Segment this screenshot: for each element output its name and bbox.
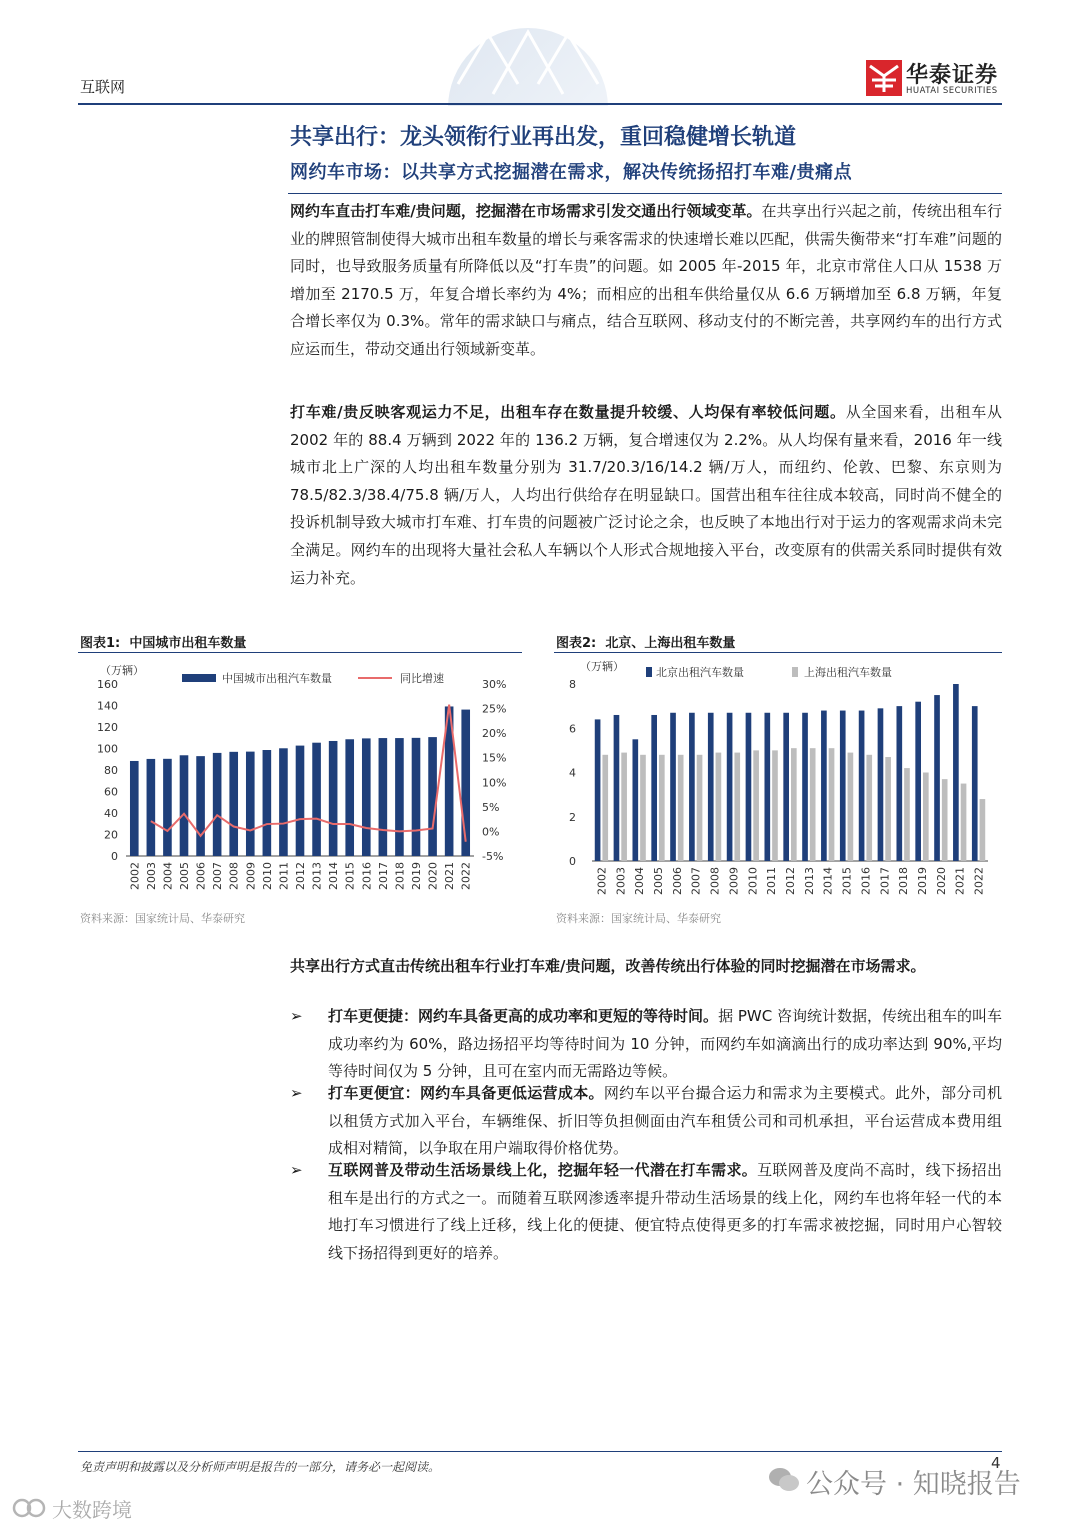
chart2-bar-beijing — [746, 713, 752, 861]
chart1-unit: （万辆） — [100, 664, 144, 677]
chart2-xtick: 2007 — [689, 867, 703, 895]
chart2-unit: （万辆） — [580, 660, 624, 673]
chart2-bar-shanghai — [716, 753, 722, 861]
logo-english-text: HUATAI SECURITIES — [906, 86, 998, 96]
chart2-xtick: 2012 — [784, 867, 797, 895]
footer-divider — [78, 1451, 1002, 1452]
chart1-xtick: 2005 — [178, 862, 191, 890]
chart2-bar-beijing — [878, 708, 884, 861]
chart2-bar-shanghai — [640, 755, 646, 861]
huatai-logo — [866, 58, 1006, 102]
chart1-divider — [78, 652, 522, 653]
chart2-xtick: 2006 — [670, 867, 684, 895]
bullet-online — [290, 1157, 1002, 1267]
chart2-xtick: 2008 — [708, 867, 722, 895]
chart1-bar — [147, 759, 156, 856]
chart2-bar-beijing — [764, 713, 770, 861]
chart2-bar-beijing — [632, 739, 638, 861]
chart2-bar-shanghai — [659, 755, 665, 861]
wechat-icon — [768, 1466, 800, 1494]
chart2-xtick: 2018 — [897, 867, 911, 895]
chart1-xtick: 2007 — [211, 862, 225, 890]
chart1-ytick-right: 15% — [482, 751, 507, 765]
chart1-xtick: 2019 — [410, 862, 423, 890]
chart2-bar-beijing — [934, 695, 940, 861]
chart2-bar-shanghai — [621, 753, 627, 861]
chart2-bar-shanghai — [848, 753, 854, 861]
chart2-bar-beijing — [727, 713, 733, 861]
chart2-bar-beijing — [840, 711, 846, 861]
paragraph-lead: 共享出行方式直击传统出租车行业打车难/贵问题，改善传统出行体验的同时挖掘潜在市场需求。 — [290, 957, 926, 975]
chart1-xtick: 2004 — [161, 862, 175, 890]
chart2-xtick: 2005 — [652, 867, 665, 895]
chart2-bar-beijing — [670, 713, 676, 861]
chart2-xtick: 2004 — [633, 867, 647, 895]
paragraph-lead: 网约车直击打车难/贵问题，挖掘潜在市场需求引发交通出行领域变革。 — [290, 202, 762, 220]
chart1-ytick-right: -5% — [482, 850, 504, 863]
chart1-bar — [196, 756, 205, 856]
chart1-ytick-right: 5% — [482, 800, 500, 814]
bullet-body: 据 PWC 咨询统计数据，传统出租车的叫车成功率约为 60%，路边扬招平均等待时间为 10 分钟，而网约车如滴滴出行的成功率达到 90%,平均等待时间仅为 5 分钟，且可在室内而无需路边等候。 — [328, 1007, 1002, 1081]
paragraph-body: 从全国来看，出租车从 2002 年的 88.4 万辆到 2022 年的 136.2 万辆，复合增速仅为 2.2%。从人均保有量来看，2016 年一线城市北上广深的人均出租车数量分别为 31.7/20.3/16/14.2 辆/万人，而纽约、伦敦、巴黎、东京则为 78.5/82.3/38.4/75.8 辆/万人，人均出行供给存在明显缺口。国营出租车往往成本较高，同时尚不健全的投诉机制导致大城市打车难、打车贵的问题被广泛讨论之余，也反映了本地出行对于运力的客观需求尚未完全满足。网约车的出现将大量社会私人车辆以个人形式合规地接入平台，改变原有的供需关系同时提供有效运力补充。 — [290, 403, 1002, 587]
chart2-bar-shanghai — [734, 753, 740, 861]
chart2-ytick: 2 — [569, 810, 576, 824]
chart1-bar — [180, 755, 189, 856]
chart2-bar-beijing — [821, 711, 827, 861]
chart2-xtick: 2003 — [614, 867, 628, 895]
title-divider — [288, 193, 1002, 194]
chart1-ytick-left: 80 — [104, 764, 118, 777]
chart1-xtick: 2003 — [144, 862, 158, 890]
chart1-bar — [163, 759, 172, 856]
chart2-legend-swatch-beijing — [646, 667, 652, 677]
chart2-xtick: 2002 — [595, 867, 609, 895]
chart2-title — [556, 632, 735, 651]
chart1-bar — [379, 738, 388, 856]
chart2-bar-beijing — [689, 713, 695, 861]
chart1-xtick: 2011 — [277, 862, 291, 890]
chart1-bar — [329, 741, 338, 856]
chart1-bar — [362, 738, 371, 856]
chart2-xtick: 2011 — [765, 867, 779, 895]
chart1-xtick: 2017 — [376, 862, 390, 890]
chart2-label: 图表2: — [556, 636, 597, 651]
chart1-xtick: 2010 — [260, 862, 274, 890]
chart2-legend-beijing: 北京出租汽车数量 — [656, 666, 744, 679]
chart2-bar-shanghai — [885, 757, 891, 861]
chart2-xtick: 2010 — [746, 867, 760, 895]
chart2-bar-beijing — [802, 713, 808, 861]
chart1-taxi-count — [78, 656, 524, 904]
bullet-body: 互联网普及度尚不高时，线下扬招出租车是出行的方式之一。而随着互联网渗透率提升带动生活场景的线上化，网约车也将年轻一代的本地打车习惯进行了线上迁移，线上化的便捷、便宜特点使得更多的打车需求被挖掘，同时用户心智较线下扬招得到更好的培养。 — [328, 1161, 1002, 1262]
chart2-ytick: 4 — [569, 766, 576, 780]
paragraph-ride-hailing-demand — [290, 198, 1002, 364]
watermark-right: 公众号 · 知晓报告 — [806, 1469, 1021, 1500]
chart1-bar — [130, 761, 139, 856]
chart1-xtick: 2006 — [194, 862, 208, 890]
disclaimer: 免责声明和披露以及分析师声明是报告的一部分，请务必一起阅读。 — [80, 1460, 441, 1474]
chart2-bar-shanghai — [904, 768, 910, 861]
chart2-bar-beijing — [953, 684, 959, 861]
chart1-bar — [345, 739, 354, 856]
chart1-xtick: 2008 — [227, 862, 241, 890]
chart1-xtick: 2018 — [393, 862, 407, 890]
chart1-legend-swatch-bar — [182, 674, 216, 682]
bullet-cheaper — [290, 1080, 1002, 1163]
chart2-bar-beijing — [783, 713, 789, 861]
chart1-bar — [296, 746, 305, 856]
chart1-ytick-right: 20% — [482, 727, 507, 741]
chart1-bar — [213, 753, 222, 856]
chart2-bar-shanghai — [602, 755, 608, 861]
chart1-xtick: 2016 — [360, 862, 374, 890]
chart1-xtick: 2012 — [294, 862, 307, 890]
chart2-bar-beijing — [972, 706, 978, 861]
chart2-bar-shanghai — [829, 748, 835, 861]
chart1-xtick: 2009 — [244, 862, 258, 890]
watermark-logo-icon — [12, 1496, 48, 1520]
chart2-bar-shanghai — [791, 748, 797, 861]
bullet-arrow-icon: ➢ — [290, 1007, 303, 1025]
chart1-ytick-right: 30% — [482, 678, 507, 691]
chart1-xtick: 2020 — [426, 862, 440, 890]
section-label: 互联网 — [80, 78, 126, 96]
chart2-bar-beijing — [651, 715, 657, 861]
chart1-ytick-left: 120 — [97, 721, 118, 734]
bullet-arrow-icon: ➢ — [290, 1084, 303, 1102]
chart1-ytick-left: 20 — [104, 828, 118, 842]
chart1-ytick-right: 0% — [482, 825, 500, 839]
chart2-bar-beijing — [915, 702, 921, 861]
chart2-xtick: 2013 — [802, 867, 816, 895]
chart1-ytick-right: 10% — [482, 776, 507, 790]
chart2-ytick: 8 — [569, 678, 576, 691]
chart2-xtick: 2017 — [878, 867, 892, 895]
chart1-title-text: 中国城市出租车数量 — [129, 636, 247, 651]
bullet-lead: 打车更便宜：网约车具备更低运营成本。 — [328, 1084, 604, 1102]
chart2-xtick: 2021 — [953, 867, 967, 895]
paragraph-lead: 打车难/贵反映客观运力不足，出租车存在数量提升较缓、人均保有率较低问题。 — [290, 403, 846, 421]
chart2-legend-swatch-shanghai — [792, 667, 798, 677]
chart1-bar — [412, 738, 421, 856]
paragraph-body: 在共享出行兴起之前，传统出租车行业的牌照管制使得大城市出租车数量的增长与乘客需求的快速增长难以匹配，供需失衡带来“打车难”问题的同时，也导致服务质量有所降低以及“打车贵”的问题。如 2005 年-2015 年，北京市常住人口从 1538 万增加至 2170.5 万，年复合增长率约为 4%；而相应的出租车供给量仅从 6.6 万辆增加至 6.8 万辆，年复合增长率仅为 0.3%。常年的需求缺口与痛点，结合互联网、移动支付的不断完善，共享网约车的出行方式应运而生，带动交通出行领域新变革。 — [290, 202, 1002, 358]
chart1-legend-line: 同比增速 — [400, 672, 444, 685]
bullet-body: 网约车以平台撮合运力和需求为主要模式。此外，部分司机以租赁方式加入平台，车辆维保、折旧等负担侧面由汽车租赁公司和司机承担，平台运营成本费用组成相对精简，以争取在用户端取得价格优势。 — [328, 1084, 1002, 1158]
chart2-bar-shanghai — [753, 750, 759, 861]
chart1-legend-bar: 中国城市出租汽车数量 — [222, 672, 332, 685]
chart1-bar — [246, 752, 255, 856]
page-number: 4 — [991, 1454, 1001, 1472]
chart2-xtick: 2022 — [972, 867, 986, 895]
chart1-ytick-left: 60 — [104, 785, 118, 799]
paragraph-shared-mobility — [290, 953, 1002, 981]
chart2-xtick: 2014 — [821, 867, 835, 895]
chart2-title-text: 北京、上海出租车数量 — [605, 636, 736, 651]
chart2-bar-shanghai — [923, 773, 929, 862]
huatai-logo-mark — [866, 60, 902, 96]
chart1-bar — [263, 750, 272, 856]
chart1-title — [80, 632, 246, 651]
chart2-bar-shanghai — [961, 784, 967, 861]
chart2-xtick: 2020 — [934, 867, 948, 895]
logo-chinese-text: 华泰证券 — [906, 63, 999, 88]
chart1-label: 图表1: — [80, 636, 121, 651]
bullet-lead: 打车更便捷：网约车具备更高的成功率和更短的等待时间。 — [328, 1007, 719, 1025]
chart1-bar — [229, 752, 238, 856]
chart2-bar-beijing — [595, 719, 601, 861]
chart2-bar-shanghai — [942, 779, 948, 861]
chart2-bar-beijing — [859, 711, 865, 861]
chart2-ytick: 6 — [569, 722, 576, 736]
chart2-xtick: 2016 — [859, 867, 873, 895]
section-subtitle: 网约车市场：以共享方式挖掘潜在需求，解决传统扬招打车难/贵痛点 — [290, 162, 853, 183]
chart1-xtick: 2014 — [327, 862, 341, 890]
chart2-xtick: 2009 — [727, 867, 741, 895]
chart1-ytick-left: 0 — [111, 850, 118, 863]
paragraph-taxi-supply — [290, 399, 1002, 592]
chart1-bar — [279, 748, 288, 856]
chart1-source: 资料来源：国家统计局、华泰研究 — [80, 912, 245, 925]
chart2-bar-shanghai — [772, 750, 778, 861]
bullet-arrow-icon: ➢ — [290, 1161, 303, 1179]
chart1-xtick: 2015 — [343, 862, 357, 890]
chart1-xtick: 2002 — [128, 862, 142, 890]
chart2-bar-beijing — [614, 715, 620, 861]
watermark-left: 大数跨境 — [52, 1498, 132, 1522]
bullet-convenient — [290, 1003, 1002, 1086]
chart1-bar — [312, 743, 321, 856]
chart2-bar-shanghai — [678, 755, 684, 861]
chart1-ytick-left: 100 — [97, 742, 118, 756]
chart1-xtick: 2013 — [310, 862, 324, 890]
chart1-xtick: 2021 — [443, 862, 457, 890]
chart2-ytick: 0 — [569, 855, 576, 868]
chart1-xtick: 2022 — [459, 862, 473, 890]
chart2-bar-shanghai — [810, 748, 816, 861]
header-divider — [78, 103, 1002, 105]
chart2-beijing-shanghai-taxi — [554, 656, 1002, 904]
chart1-ytick-left: 140 — [97, 699, 118, 713]
chart1-bar — [395, 738, 404, 856]
chart2-bar-shanghai — [980, 799, 986, 861]
page-title: 共享出行：龙头领衔行业再出发，重回稳健增长轨道 — [290, 125, 797, 150]
chart1-ytick-right: 25% — [482, 702, 507, 716]
globe-graphic — [418, 24, 638, 106]
chart2-legend-shanghai: 上海出租汽车数量 — [804, 666, 892, 679]
bullet-lead: 互联网普及带动生活场景线上化，挖掘年轻一代潜在打车需求。 — [328, 1161, 758, 1179]
chart2-bar-beijing — [896, 706, 902, 861]
chart1-ytick-left: 160 — [97, 678, 118, 691]
chart2-xtick: 2019 — [916, 867, 929, 895]
chart2-divider — [554, 652, 1002, 653]
chart2-source: 资料来源：国家统计局、华泰研究 — [556, 912, 721, 925]
chart2-xtick: 2015 — [840, 867, 854, 895]
chart2-bar-shanghai — [866, 755, 872, 861]
chart2-bar-beijing — [708, 713, 714, 861]
chart1-bar — [428, 737, 437, 856]
chart1-ytick-left: 40 — [104, 807, 118, 820]
chart2-bar-shanghai — [697, 755, 703, 861]
